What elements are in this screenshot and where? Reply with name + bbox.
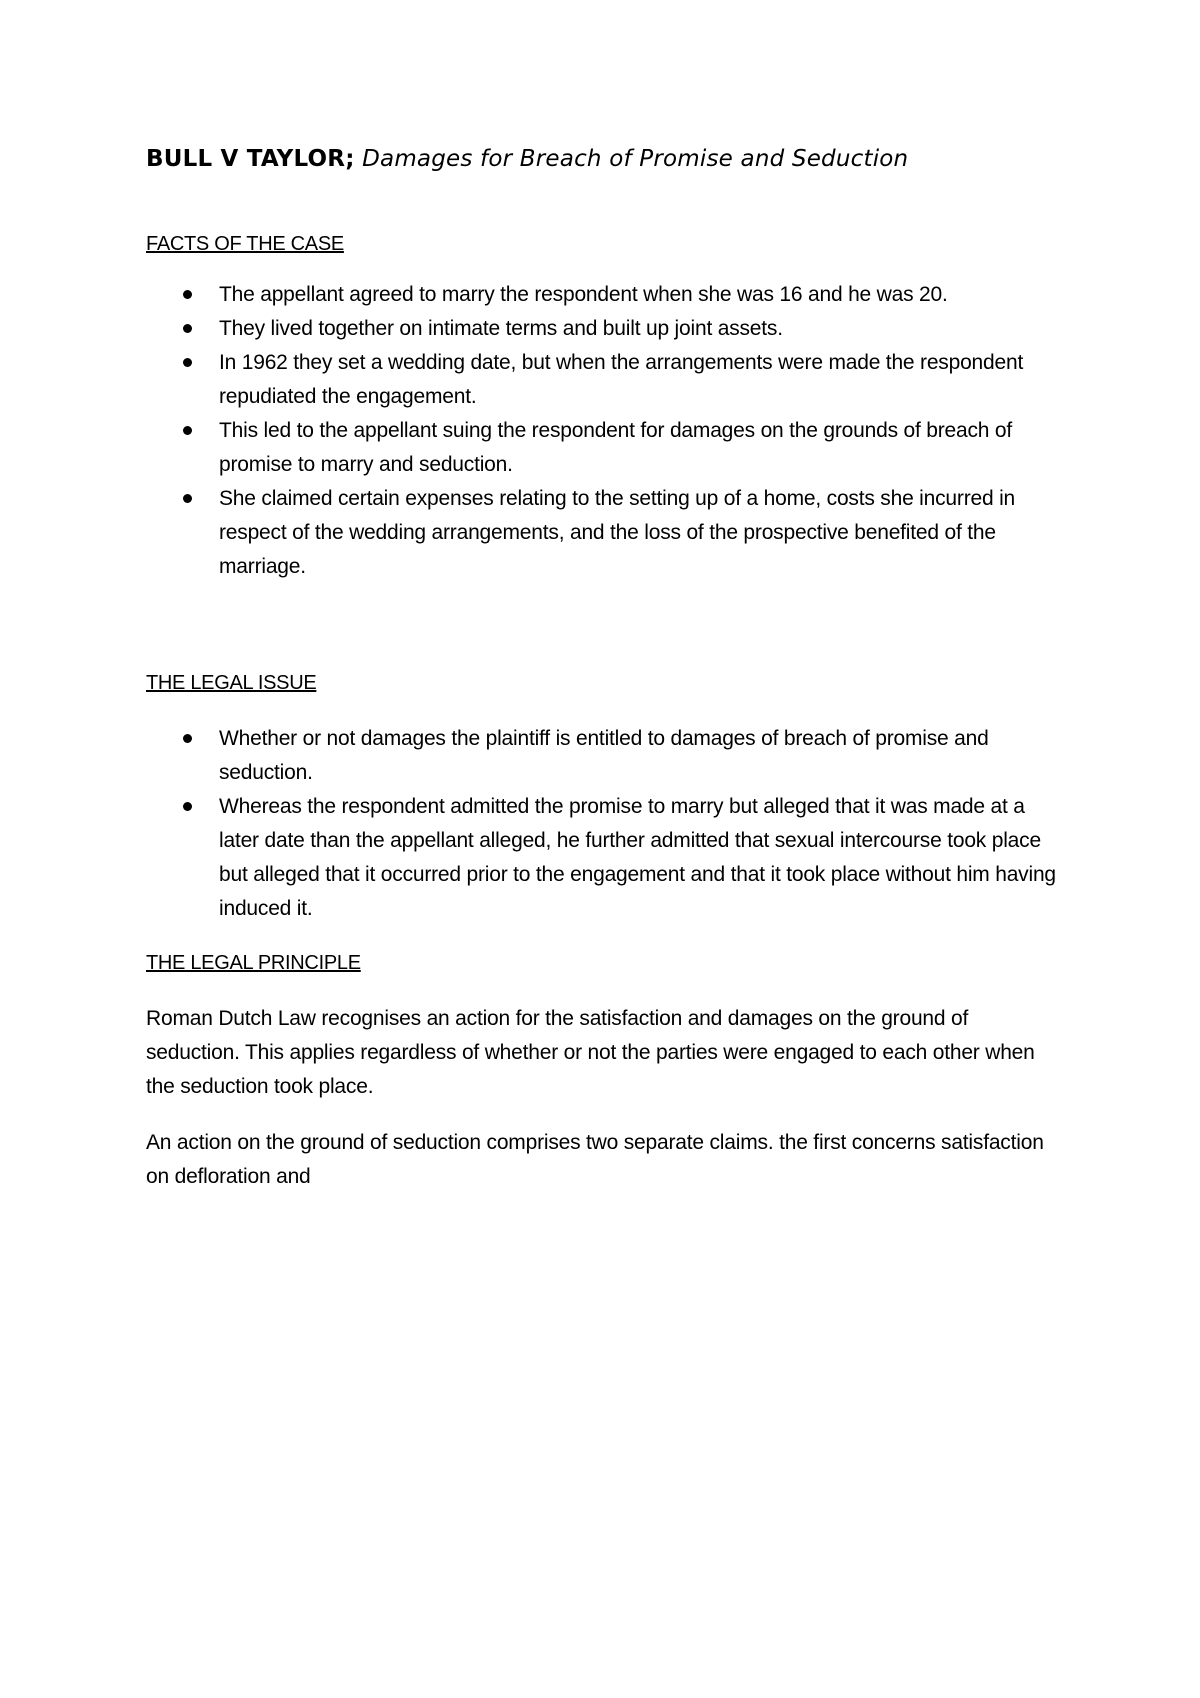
bullet-icon [183, 290, 192, 299]
list-item-text: Whereas the respondent admitted the promise to marry but alleged that it was made at a later date than the appellant alleged, he further admitted that sexual intercourse took place but alleged that it occurred prior to the engagement and that it took place without him having induced it. [219, 795, 1056, 920]
bullet-icon [183, 734, 192, 743]
list-item-text: The appellant agreed to marry the respondent when she was 16 and he was 20. [219, 283, 948, 306]
bullet-icon [183, 802, 192, 811]
list-item [146, 722, 1066, 790]
principle-paragraph: Roman Dutch Law recognises an action for the satisfaction and damages on the ground of seduction. This applies regardless of whether or not the parties were engaged to each other when the seduction took place. [146, 1007, 1035, 1098]
facts-heading: FACTS OF THE CASE [146, 233, 344, 255]
bullet-icon [183, 494, 192, 503]
list-item-text: She claimed certain expenses relating to the setting up of a home, costs she incurred in respect of the wedding arrangements, and the loss of the prospective benefited of the marriage. [219, 487, 1016, 578]
principle-heading: THE LEGAL PRINCIPLE [146, 952, 361, 974]
list-item-text: Whether or not damages the plaintiff is entitled to damages of breach of promise and seduction. [219, 727, 989, 784]
bullet-icon [183, 426, 192, 435]
case-name: BULL V TAYLOR; [146, 146, 355, 172]
bullet-icon [183, 324, 192, 333]
principle-paragraph: An action on the ground of seduction comprises two separate claims. the first concerns satisfaction on defloration and [146, 1131, 1044, 1188]
case-subtitle: Damages for Breach of Promise and Seduction [362, 146, 909, 172]
list-item [146, 346, 1066, 414]
list-item [146, 482, 1066, 584]
list-item-text: This led to the appellant suing the respondent for damages on the grounds of breach of promise to marry and seduction. [219, 419, 1013, 476]
list-item [146, 414, 1066, 482]
issue-heading: THE LEGAL ISSUE [146, 672, 317, 694]
list-item-text: They lived together on intimate terms and built up joint assets. [219, 317, 783, 340]
list-item [146, 278, 1066, 312]
bullet-icon [183, 358, 192, 367]
facts-list [146, 278, 1066, 584]
document-title [146, 142, 908, 176]
issue-list [146, 722, 1066, 926]
list-item [146, 312, 1066, 346]
list-item [146, 790, 1066, 926]
list-item-text: In 1962 they set a wedding date, but when the arrangements were made the respondent repudiated the engagement. [219, 351, 1024, 408]
